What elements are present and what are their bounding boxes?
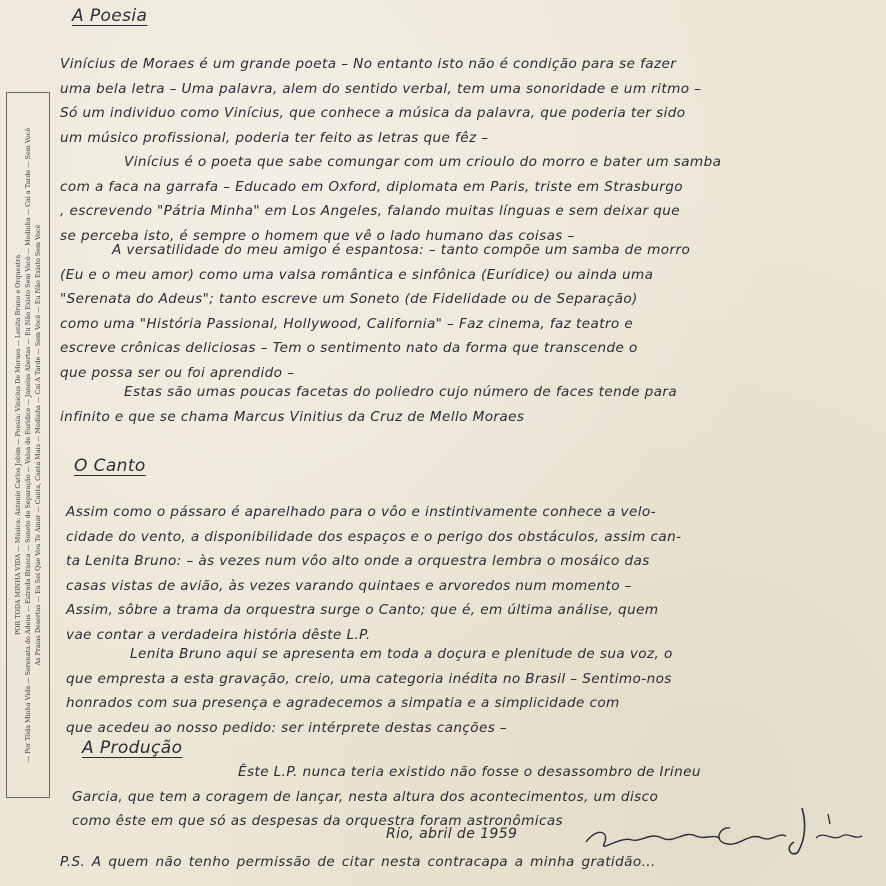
paragraph-poesia-1: [60, 52, 701, 150]
text-line: (Eu e o meu amor) como uma valsa romântica e sinfônica (Eurídice) ou ainda uma: [60, 266, 654, 283]
paragraph-canto-1: [66, 500, 681, 648]
paragraph-canto-2: [66, 642, 673, 740]
paragraph-poesia-4: [60, 380, 677, 429]
text-line: como uma "História Passional, Hollywood, California" – Faz cinema, faz teatro e: [60, 315, 634, 332]
spine-line: POR TODA MINHA VIDA — Música: Antonio Carlos Jobim — Poesia: Vinicius De Moraes — Lenita Bruno e Orquestra: [14, 254, 22, 636]
text-line: com a faca na garrafa – Educado em Oxford, diplomata em Paris, triste em Strasburgo: [60, 178, 683, 195]
text-line: honrados com sua presença e agradecemos a simpatia e a simplicidade com: [66, 695, 620, 712]
signature-mark: [580, 802, 870, 858]
text-line: Lenita Bruno aqui se apresenta em toda a doçura e plenitude de sua voz, o: [130, 646, 673, 662]
text-line: Assim, sôbre a trama da orquestra surge o Canto; que é, em última análise, quem: [66, 602, 659, 619]
text-line: Êste L.P. nunca teria existido não fosse o desassombro de Irineu: [238, 764, 701, 780]
text-line: ta Lenita Bruno: – às vezes num vôo alto onde a orquestra lembra o mosáico das: [66, 553, 650, 570]
text-line: Vinícius é o poeta que sabe comungar com um crioulo do morro e bater um samba: [124, 154, 722, 170]
spine-line: — Por Tôda Minha Vida — Serenata do Adeus — Estrada Branca — Soneto de Separação — Valsa de Eurídice — Janelas Abertas — Eu Não Existo Sem Você — Modinha — Cai a Tarde — Sem Você: [24, 127, 32, 763]
paragraph-poesia-2: [60, 150, 721, 248]
text-line: Assim como o pássaro é aparelhado para o vôo e instintivamente conhece a velo-: [66, 504, 656, 520]
text-line: se perceba isto, é sempre o homem que vê o lado humano das coisas –: [60, 227, 575, 244]
heading-producao: A Produção: [82, 738, 183, 758]
spine-text: [13, 97, 43, 793]
heading-canto: O Canto: [74, 456, 146, 476]
text-line: A versatilidade do meu amigo é espantosa: – tanto compõe um samba de morro: [112, 242, 691, 258]
liner-notes: [60, 0, 878, 886]
text-line: que empresta a esta gravação, creio, uma categoria inédita no Brasil – Sentimo-nos: [66, 670, 672, 687]
text-line: Só um individuo como Vinícius, que conhece a música da palavra, que poderia ter sido: [60, 105, 686, 122]
text-line: um músico profissional, poderia ter feito as letras que fêz –: [60, 129, 489, 146]
text-line: uma bela letra – Uma palavra, alem do sentido verbal, tem uma sonoridade e um ritmo –: [60, 80, 702, 97]
ps-line: P.S. A quem não tenho permissão de citar nesta contracapa a minha gratidão...: [60, 854, 656, 870]
text-line: "Serenata do Adeus"; tanto escreve um Soneto (de Fidelidade ou de Separação): [60, 291, 638, 308]
text-line: , escrevendo "Pátria Minha" em Los Angeles, falando muitas línguas e sem deixar que: [60, 203, 681, 220]
spine-label: [6, 92, 50, 798]
text-line: como êste em que só as despesas da orquestra foram astronômicas: [72, 813, 564, 830]
spine-line: As Praias Desertas — Eu Sei Que Vou Te Amar — Canta, Canta Mais — Modinha — Cai A Tarde — Sem Você — Eu Não Existo Sem Você: [34, 224, 42, 666]
text-line: infinito e que se chama Marcus Vinitius da Cruz de Mello Moraes: [60, 408, 525, 425]
text-line: Estas são umas poucas facetas do poliedro cujo número de faces tende para: [124, 384, 678, 400]
heading-poesia: A Poesia: [72, 6, 148, 26]
text-line: vae contar a verdadeira história dêste L.P.: [66, 626, 371, 643]
date-line: Rio, abril de 1959: [386, 826, 518, 842]
paragraph-poesia-3: [60, 238, 690, 386]
text-line: Vinícius de Moraes é um grande poeta – No entanto isto não é condição para se fazer: [60, 56, 677, 72]
text-line: cidade do vento, a disponibilidade dos espaços e o perigo dos obstáculos, assim can-: [66, 528, 682, 545]
text-line: que acedeu ao nosso pedido: ser intérprete destas canções –: [66, 719, 508, 736]
text-line: casas vistas de avião, às vezes varando quintaes e arvoredos num momento –: [66, 577, 632, 594]
text-line: Garcia, que tem a coragem de lançar, nesta altura dos acontecimentos, um disco: [72, 788, 659, 805]
text-line: que possa ser ou foi aprendido –: [60, 364, 295, 381]
text-line: escreve crônicas deliciosas – Tem o sentimento nato da forma que transcende o: [60, 340, 638, 357]
